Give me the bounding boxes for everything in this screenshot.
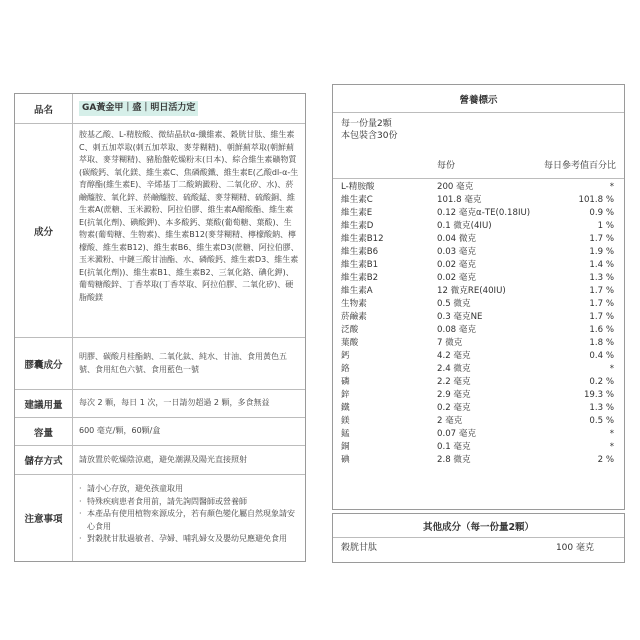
- nutrient-daily-value: *: [609, 182, 614, 192]
- other-ingredients-rows: [333, 538, 624, 558]
- nutrient-amount: 2.2 毫克: [437, 377, 471, 387]
- nutrient-amount: 2.4 微克: [437, 364, 471, 374]
- other-ingredient-amount: 100 毫克: [555, 543, 594, 553]
- nutrition-row: [333, 415, 624, 428]
- nutrition-divider: [333, 178, 624, 179]
- nutrition-row: [333, 363, 624, 376]
- nutrition-row: [333, 454, 624, 467]
- nutrient-daily-value: 1.7 %: [589, 299, 614, 309]
- nutrient-amount: 0.1 毫克: [437, 442, 471, 452]
- row-storage: [15, 445, 305, 474]
- nutrition-row: [333, 272, 624, 285]
- nutrition-row: [333, 181, 624, 194]
- usage-value: 每次 2 顆，每日 1 次，一日請勿超過 2 顆，多食無益: [79, 398, 270, 408]
- nutrient-daily-value: 1.7 %: [589, 312, 614, 322]
- nutrient-daily-value: 1 %: [597, 221, 614, 231]
- nutrition-rows: [333, 181, 624, 467]
- nutrition-row: [333, 207, 624, 220]
- product-info-table: [14, 93, 306, 562]
- nutrient-daily-value: 1.7 %: [589, 286, 614, 296]
- nutrition-row: [333, 194, 624, 207]
- nutrition-row: [333, 389, 624, 402]
- nutrient-name: 銅: [341, 442, 350, 452]
- nutrient-daily-value: 101.8 %: [578, 195, 614, 205]
- nutrient-amount: 0.08 毫克: [437, 325, 477, 335]
- nutrient-name: L-精胺酸: [341, 182, 375, 192]
- nutrient-name: 維生素B12: [341, 234, 384, 244]
- nutrient-daily-value: *: [609, 429, 614, 439]
- storage-label: 儲存方式: [15, 446, 73, 474]
- note-item: · 特殊疾病患者食用前，請先詢問醫師或營養師: [79, 496, 299, 509]
- nutrient-name: 葉酸: [341, 338, 359, 348]
- nutrient-daily-value: 0.5 %: [589, 416, 614, 426]
- nutrient-daily-value: 1.3 %: [589, 273, 614, 283]
- nutrition-row: [333, 428, 624, 441]
- nutrient-daily-value: 1.8 %: [589, 338, 614, 348]
- storage-value: 請放置於乾燥陰涼處，避免潮濕及陽光直接照射: [79, 454, 247, 464]
- nutrient-daily-value: 2 %: [597, 455, 614, 465]
- nutrient-amount: 2.8 微克: [437, 455, 471, 465]
- nutrient-name: 鐵: [341, 403, 350, 413]
- nutrient-name: 維生素B6: [341, 247, 379, 257]
- note-item: · 對穀胱甘肽過敏者、孕婦、哺乳婦女及嬰幼兒應避免食用: [79, 533, 299, 546]
- nutrition-row: [333, 350, 624, 363]
- nutrient-amount: 0.02 毫克: [437, 260, 477, 270]
- nutrient-daily-value: 19.3 %: [583, 390, 614, 400]
- usage-label: 建議用量: [15, 390, 73, 417]
- capsule-value: 明膠、碳酸月桂酯鈉、二氧化鈦、純水、甘油、食用黃色五號、食用紅色六號、食用藍色一號: [79, 352, 287, 374]
- nutrient-daily-value: 1.3 %: [589, 403, 614, 413]
- nutrient-amount: 0.04 微克: [437, 234, 477, 244]
- nutrient-name: 磷: [341, 377, 350, 387]
- nutrient-name: 維生素E: [341, 208, 373, 218]
- nutrition-row: [333, 441, 624, 454]
- note-item: · 請小心存放，避免孩童取用: [79, 483, 299, 496]
- nutrition-row: [333, 298, 624, 311]
- nutrition-row: [333, 376, 624, 389]
- nutrition-row: [333, 337, 624, 350]
- nutrition-row: [333, 324, 624, 337]
- row-product-name: [15, 94, 305, 123]
- nutrition-row: [333, 246, 624, 259]
- notes-list: [79, 480, 299, 546]
- nutrient-amount: 7 微克: [437, 338, 463, 348]
- nutrient-daily-value: 0.2 %: [589, 377, 614, 387]
- nutrient-amount: 12 微克RE(40IU): [437, 286, 506, 296]
- nutrition-row: [333, 220, 624, 233]
- nutrient-name: 鋅: [341, 390, 350, 400]
- nutrition-row: [333, 311, 624, 324]
- row-usage: [15, 389, 305, 417]
- nutrient-name: 生物素: [341, 299, 367, 309]
- nutrient-amount: 4.2 毫克: [437, 351, 471, 361]
- ingredients-value: 胺基乙酸、L-精胺酸、微結晶狀α-纖維素、穀胱甘肽、維生素C、刺五加萃取(刺五加萃取、麥芽糊精)、朝鮮薊萃取(朝鮮薊萃取、麥芽糊精)、豬胎盤乾燥粉末(日本)、綜合維生素礦物質(碳酸鈣、氧化鎂、維生素C、焦磷酸鐵、維生素E(乙酸dl-α-生育醇酯(維生素E)、辛烯基丁二酸鈉澱粉、二氧化矽、水)、菸鹼醯胺、氧化鋅、菸鹼醯胺、硫酸錳、麥芽糊精、硫酸銅、維生素A(蔗糖、玉米澱粉、阿拉伯膠、維生素A醋酸酯、維生素E(抗氧化劑)、碘酸鉀)、本多酸鈣、葉酸(葡萄糖、葉酸)、生物素(葡萄糖、生物素)、維生素B12(麥芽糊精、檸檬酸鈉、檸檬酸、維生素B12)、維生素B6、維生素D3(蔗糖、阿拉伯膠、玉米澱粉、中鏈三酸甘油酯、水、磷酸鈣、維生素D3、維生素E(抗氧化劑))、維生素B1、維生素B2、三氧化鉻、碘化鉀)、葡萄糖酸鋅、丁香萃取(丁香萃取、阿拉伯膠、二氧化矽)、硬脂酸鎂: [79, 130, 299, 302]
- nutrient-daily-value: *: [609, 364, 614, 374]
- ingredients-label: 成分: [15, 124, 73, 337]
- nutrient-name: 碘: [341, 455, 350, 465]
- nutrition-row: [333, 402, 624, 415]
- nutrition-title: 營養標示: [333, 85, 624, 113]
- nutrition-row: [333, 259, 624, 272]
- daily-value-header: 每日參考值百分比: [543, 161, 616, 171]
- nutrient-amount: 2.9 毫克: [437, 390, 471, 400]
- row-ingredients: [15, 123, 305, 337]
- nutrient-daily-value: 1.7 %: [589, 234, 614, 244]
- nutrient-name: 鎂: [341, 416, 350, 426]
- nutrition-row: [333, 285, 624, 298]
- nutrient-name: 維生素B2: [341, 273, 379, 283]
- row-capsule: [15, 337, 305, 389]
- product-name-label: 品名: [15, 94, 73, 123]
- nutrient-name: 鈣: [341, 351, 350, 361]
- nutrient-daily-value: 1.4 %: [589, 260, 614, 270]
- capsule-label: 膠囊成分: [15, 338, 73, 389]
- nutrient-name: 維生素D: [341, 221, 374, 231]
- servings-per-pack: 本包裝含30份: [341, 131, 398, 141]
- nutrient-amount: 0.5 微克: [437, 299, 471, 309]
- nutrient-name: 菸鹼素: [341, 312, 367, 322]
- other-ingredients-panel: [332, 513, 625, 563]
- nutrient-amount: 0.03 毫克: [437, 247, 477, 257]
- nutrient-name: 維生素A: [341, 286, 373, 296]
- nutrient-amount: 0.1 微克(4IU): [437, 221, 492, 231]
- nutrient-amount: 0.12 毫克α-TE(0.18IU): [437, 208, 531, 218]
- nutrient-name: 鉻: [341, 364, 350, 374]
- nutrient-daily-value: *: [609, 442, 614, 452]
- nutrient-name: 維生素C: [341, 195, 373, 205]
- notes-label: 注意事項: [15, 475, 73, 561]
- row-volume: [15, 417, 305, 445]
- nutrient-name: 維生素B1: [341, 260, 379, 270]
- nutrient-amount: 0.02 毫克: [437, 273, 477, 283]
- other-ingredient-row: [333, 538, 624, 558]
- nutrient-daily-value: 0.4 %: [589, 351, 614, 361]
- product-name-value: GA黃金甲｜盛｜明日活力定: [79, 101, 198, 116]
- volume-value: 600 毫克/顆，60顆/盒: [79, 426, 161, 436]
- nutrient-daily-value: 1.6 %: [589, 325, 614, 335]
- note-item: · 本產品有使用植物來源成分，若有顏色變化屬自然現象請安心食用: [79, 508, 299, 533]
- nutrient-amount: 200 毫克: [437, 182, 474, 192]
- nutrient-amount: 0.2 毫克: [437, 403, 471, 413]
- nutrient-amount: 0.3 毫克NE: [437, 312, 483, 322]
- nutrition-panel: [332, 84, 625, 510]
- per-serving-header: 每份: [437, 161, 456, 171]
- nutrient-daily-value: 1.9 %: [589, 247, 614, 257]
- nutrient-amount: 2 毫克: [437, 416, 463, 426]
- other-ingredients-title: 其他成分（每一份量2顆）: [333, 514, 624, 538]
- nutrient-daily-value: 0.9 %: [589, 208, 614, 218]
- serving-size: 每一份量2顆: [341, 119, 392, 129]
- nutrient-amount: 101.8 毫克: [437, 195, 482, 205]
- other-ingredient-name: 穀胱甘肽: [341, 543, 378, 553]
- nutrient-name: 錳: [341, 429, 350, 439]
- nutrition-row: [333, 233, 624, 246]
- row-notes: [15, 474, 305, 561]
- nutrition-column-headers: [333, 156, 624, 174]
- volume-label: 容量: [15, 418, 73, 445]
- nutrient-name: 泛酸: [341, 325, 359, 335]
- nutrient-amount: 0.07 毫克: [437, 429, 477, 439]
